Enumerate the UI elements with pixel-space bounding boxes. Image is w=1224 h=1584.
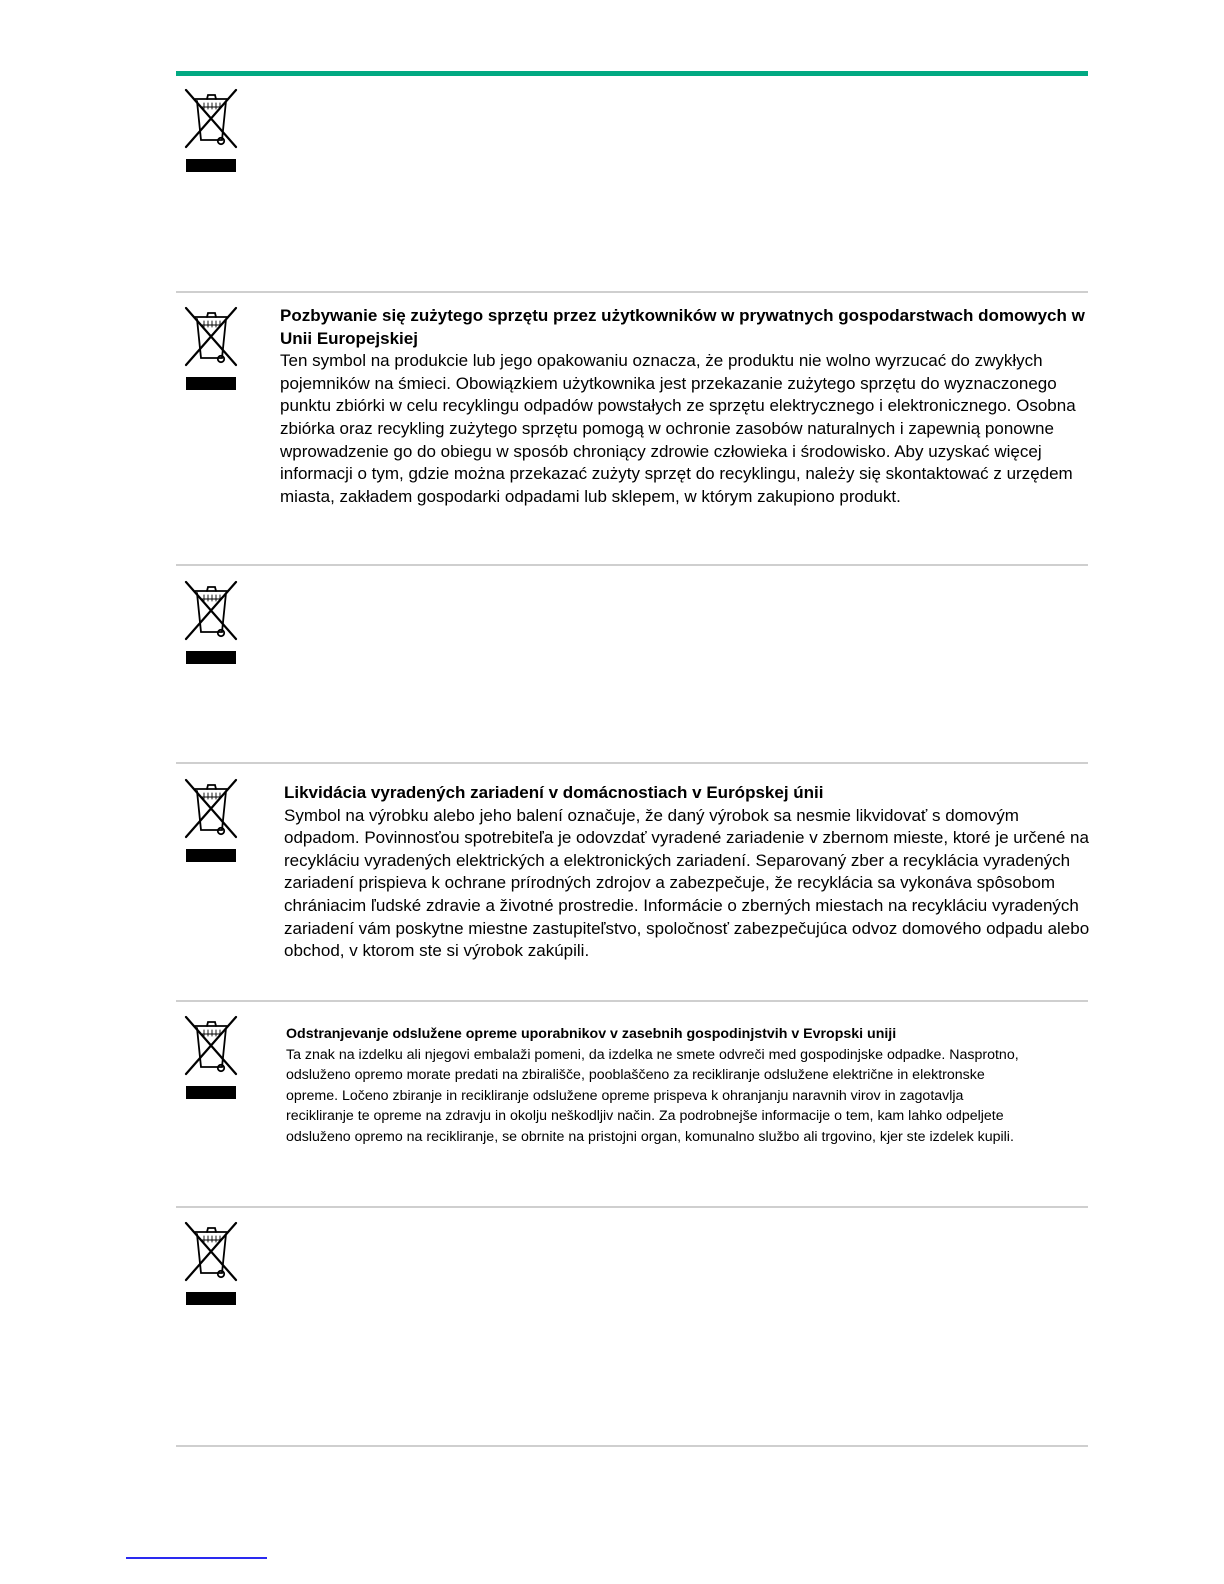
section-sl (286, 1024, 1026, 1148)
weee-bin-icon (184, 777, 238, 865)
section-pl (280, 305, 1095, 508)
section-divider (176, 1000, 1088, 1002)
section-body: Symbol na výrobku alebo jeho balení označuje, že daný výrobok sa nesmie likvidovať s domovým odpadom. Povinnosťou spotrebiteľa je odovzdať vyradené zariadenie v zbernom mieste, ktoré je určené na recykláciu vyradených elektrických a elektronických zariadení. Separovaný zber a recyklácia vyradených zariadení prispieva k ochrane prírodných zdrojov a zabezpečuje, že recyklácia sa vykonáva spôsobom chrániacim ľudské zdravie a životné prostredie. Informácie o zberných miestach na recykláciu vyradených zariadení vám poskytne miestne zastupiteľstvo, spoločnosť zabezpečujúca odvoz domového odpadu alebo obchod, v ktorom ste si výrobok zakúpili. (284, 805, 1090, 961)
section-title: Pozbywanie się zużytego sprzętu przez użytkowników w prywatnych gospodarstwach domowych w Unii Europejskiej (280, 306, 1085, 348)
section-divider (176, 1445, 1088, 1447)
section-sk (284, 782, 1096, 963)
weee-bin-icon (184, 305, 238, 393)
weee-bin-icon (184, 87, 238, 175)
section-body: Ta znak na izdelku ali njegovi embalaži pomeni, da izdelka ne smete odvreči med gospodinjske odpadke. Nasprotno, odsluženo opremo morate predati na zbirališče, pooblaščeno za recikliranje odslužene električne in elektronske opreme. Ločeno zbiranje in recikliranje odslužene opreme prispeva k ohranjanju naravnih virov in zagotavlja recikliranje te opreme na zdravju in okolju neškodljiv način. Za podrobnejše informacije o tem, kam lahko odpeljete odsluženo opremo na recikliranje, se obrnite na pristojni organ, komunalno službo ali trgovino, kjer ste izdelek kupili. (286, 1046, 1019, 1145)
weee-bin-icon (184, 1014, 238, 1102)
section-divider (176, 762, 1088, 764)
section-title: Likvidácia vyradených zariadení v domácnostiach v Európskej únii (284, 783, 824, 802)
weee-bin-icon (184, 579, 238, 667)
section-body: Ten symbol na produkcie lub jego opakowaniu oznacza, że produktu nie wolno wyrzucać do zwykłych pojemników na śmieci. Obowiązkiem użytkownika jest przekazanie zużytego sprzętu do wyznaczonego punktu zbiórki w celu recyklingu odpadów powstałych ze sprzętu elektrycznego i elektronicznego. Osobna zbiórka oraz recykling zużytego sprzętu pomogą w ochronie zasobów naturalnych i zapewnią ponowne wprowadzenie go do obiegu w sposób chroniący zdrowie człowieka i środowisko. Aby uzyskać więcej informacji o tym, gdzie można przekazać zużyty sprzęt do recyklingu, należy się skontaktować z urzędem miasta, zakładem gospodarki odpadami lub sklepem, w którym zakupiono produkt. (280, 351, 1076, 506)
top-accent-bar (176, 71, 1088, 76)
section-divider (176, 1206, 1088, 1208)
section-title: Odstranjevanje odslužene opreme uporabnikov v zasebnih gospodinjstvih v Evropski uniji (286, 1026, 897, 1042)
weee-bin-icon (184, 1220, 238, 1308)
section-divider (176, 291, 1088, 293)
section-divider (176, 564, 1088, 566)
footer-link-underline[interactable] (126, 1557, 267, 1559)
